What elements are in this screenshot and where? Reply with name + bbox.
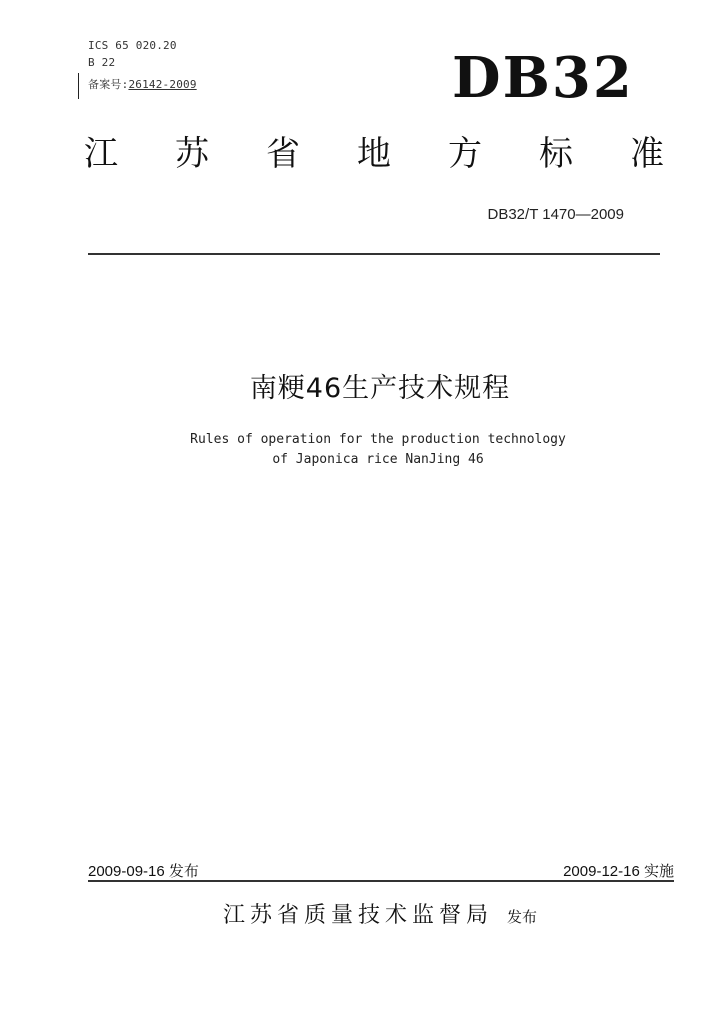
standard-type-char: 地 <box>357 134 391 174</box>
publisher <box>0 898 724 929</box>
filing-number <box>88 76 197 92</box>
filing-label: 备案号: <box>88 78 129 91</box>
english-title-line-2: of Japonica rice NanJing 46 <box>272 452 484 467</box>
english-title <box>0 430 724 470</box>
standard-type-char: 方 <box>448 134 482 174</box>
filing-marker <box>78 73 79 99</box>
standard-type-char: 省 <box>266 134 300 174</box>
english-title-line-1: Rules of operation for the production technology <box>190 432 566 447</box>
issue-date: 2009-09-16 发布 <box>88 863 199 880</box>
bottom-divider <box>88 880 674 882</box>
standard-code: DB32/T 1470—2009 <box>487 206 624 223</box>
chinese-title: 南粳46生产技术规程 <box>249 373 511 404</box>
ics-code: ICS 65 020.20 <box>88 39 177 52</box>
ccs-code: B 22 <box>88 56 116 69</box>
standard-type-heading <box>84 130 664 178</box>
standard-type-char: 苏 <box>175 134 209 174</box>
db32-logo: DB32 <box>452 45 634 111</box>
top-divider <box>88 253 660 255</box>
filing-value: 26142-2009 <box>128 78 197 91</box>
standard-type-char: 准 <box>630 134 664 174</box>
publisher-suffix: 发布 <box>507 908 538 926</box>
publisher-organization: 江苏省质量技术监督局 <box>222 903 493 928</box>
standard-type-char: 标 <box>539 134 573 174</box>
implementation-date: 2009-12-16 实施 <box>563 863 674 880</box>
standard-type-char: 江 <box>84 134 118 174</box>
